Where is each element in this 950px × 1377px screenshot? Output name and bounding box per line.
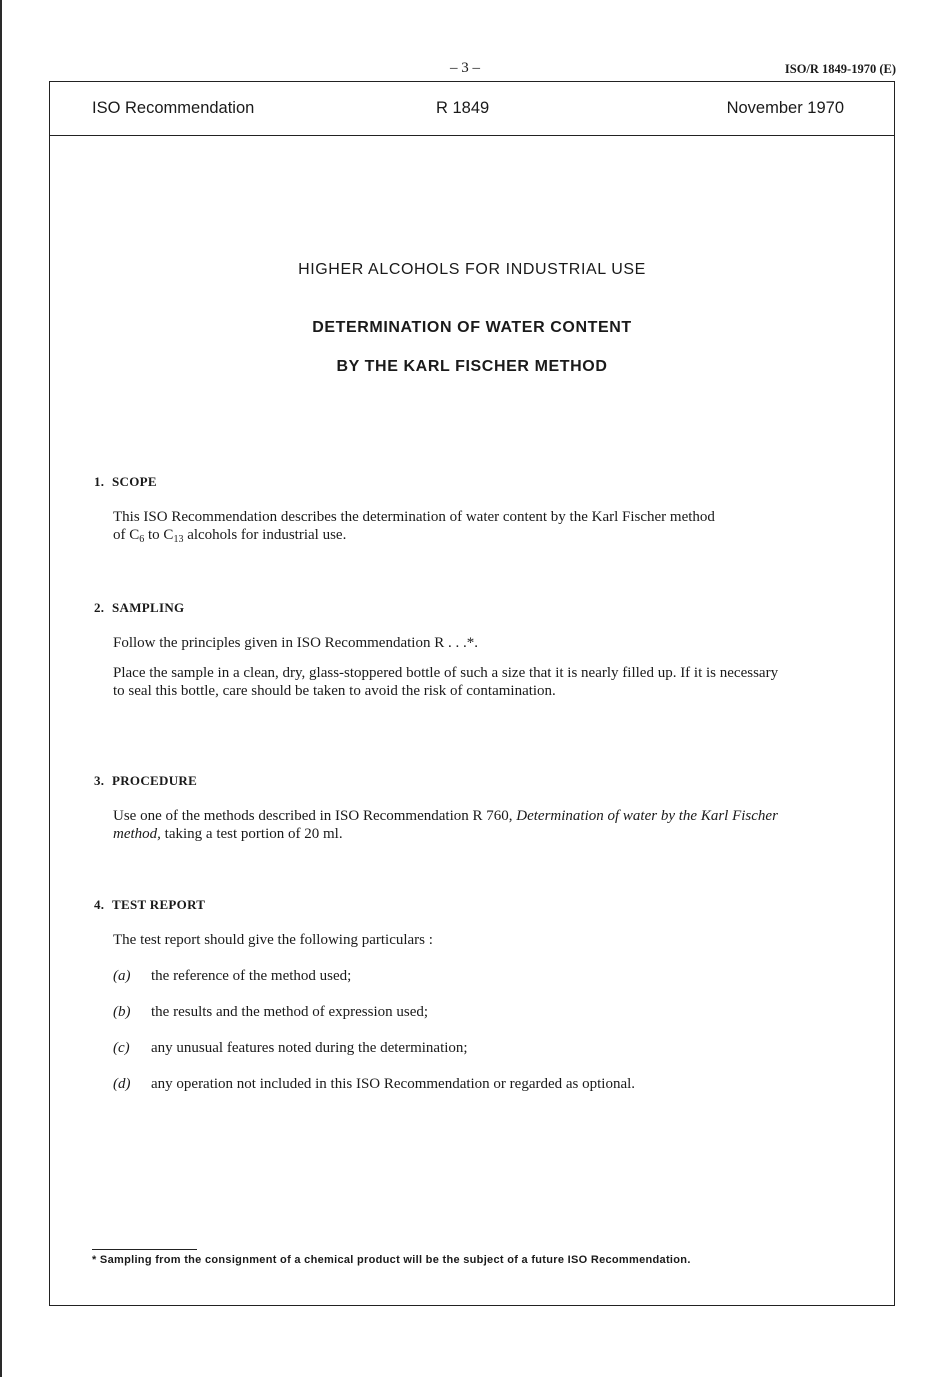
- footnote-divider: [92, 1249, 197, 1250]
- section-heading-sampling: [94, 600, 184, 616]
- list-item: [113, 1075, 853, 1093]
- list-item: [113, 967, 853, 985]
- list-item: [113, 1039, 853, 1057]
- scope-line-2: of $C_6$ to $C_{13}$ alcohols for industrial use.: [113, 527, 347, 545]
- scan-edge: [0, 0, 2, 1377]
- list-item-label: (a): [113, 968, 131, 984]
- section-number: 3.: [94, 773, 105, 788]
- section-number: 1.: [94, 474, 105, 489]
- header-doc-number: R 1849: [436, 99, 490, 117]
- header-date: November 1970: [726, 99, 844, 117]
- page-frame: [49, 81, 895, 1306]
- section-heading-scope: [94, 474, 157, 490]
- sampling-line-1: Place the sample in a clean, dry, glass-stoppered bottle of such a size that it is nearly filled up. If it is necessary: [113, 665, 779, 681]
- list-item-text: the results and the method of expression used;: [151, 1004, 429, 1020]
- procedure-method-title: Determination of water by the Karl Fischer: [516, 808, 778, 824]
- section-title: TEST REPORT: [112, 897, 206, 912]
- sampling-line-2: to seal this bottle, care should be taken to avoid the risk of contamination.: [113, 683, 556, 699]
- footnote: * Sampling from the consignment of a chemical product will be the subject of a future ISO Recommendation.: [92, 1254, 691, 1266]
- scope-line-1: This ISO Recommendation describes the determination of water content by the Karl Fischer method: [113, 509, 715, 525]
- section-heading-procedure: [94, 773, 197, 789]
- test-report-intro: The test report should give the following particulars :: [113, 932, 433, 948]
- title-subject: HIGHER ALCOHOLS FOR INDUSTRIAL USE: [298, 261, 646, 278]
- procedure-line-1: Use one of the methods described in ISO Recommendation R 760, Determination of water by the Karl Fischer: [113, 808, 778, 824]
- title-main-line1: DETERMINATION OF WATER CONTENT: [312, 319, 632, 336]
- list-item-text: any unusual features noted during the determination;: [151, 1040, 468, 1056]
- list-item-label: (b): [113, 1004, 131, 1020]
- section-title: PROCEDURE: [112, 773, 198, 788]
- page-number: – 3 –: [450, 60, 480, 76]
- section-title: SAMPLING: [112, 600, 185, 615]
- sampling-paragraph-1: Follow the principles given in ISO Recommendation R . . .*.: [113, 635, 478, 651]
- list-item-text: any operation not included in this ISO Recommendation or regarded as optional.: [151, 1076, 636, 1092]
- list-item: [113, 1003, 853, 1021]
- section-number: 2.: [94, 600, 105, 615]
- title-main-line2: BY THE KARL FISCHER METHOD: [336, 358, 608, 375]
- section-heading-test-report: [94, 897, 205, 913]
- list-item-label: (c): [113, 1040, 130, 1056]
- header-band: [50, 82, 894, 136]
- scope-paragraph: [113, 508, 853, 544]
- document-id: ISO/R 1849-1970 (E): [784, 62, 896, 76]
- sampling-paragraph-2: [113, 664, 853, 700]
- header-doc-type: ISO Recommendation: [92, 99, 255, 117]
- list-item-text: the reference of the method used;: [151, 968, 352, 984]
- list-item-label: (d): [113, 1076, 131, 1092]
- procedure-paragraph: [113, 807, 853, 843]
- procedure-line-2: method, taking a test portion of 20 ml.: [113, 826, 343, 842]
- section-title: SCOPE: [112, 474, 157, 489]
- section-number: 4.: [94, 897, 105, 912]
